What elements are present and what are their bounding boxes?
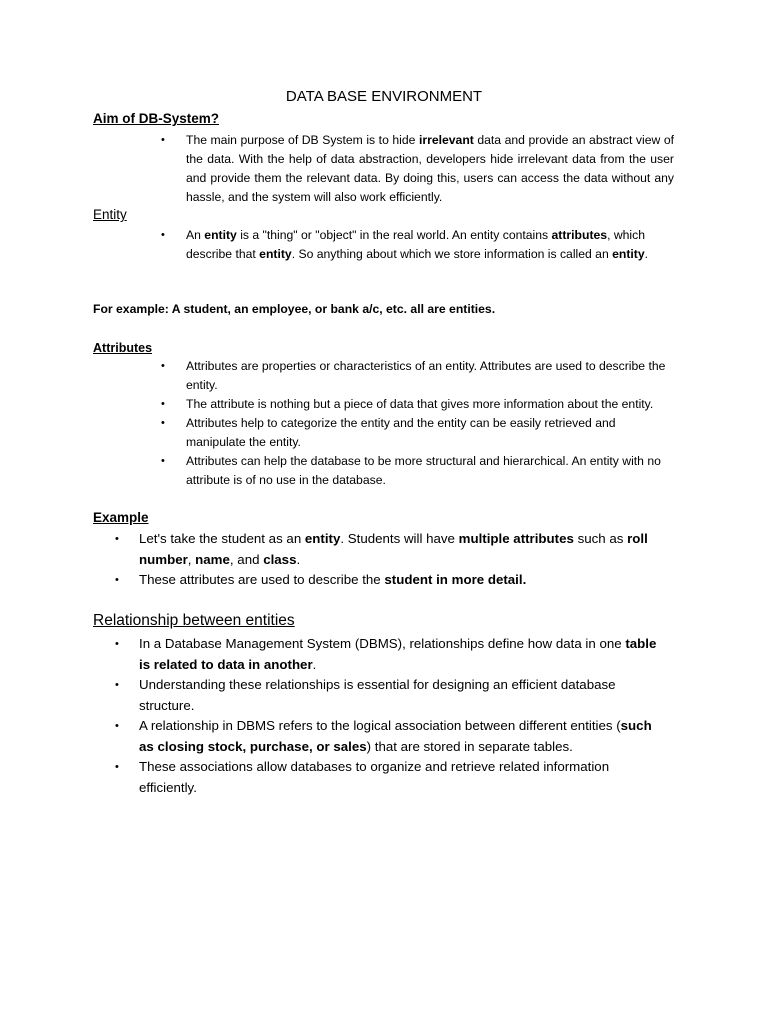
entity-list <box>161 226 662 264</box>
document-title: DATA BASE ENVIRONMENT <box>285 88 483 105</box>
text: Attributes help to categorize the entity and the entity can be easily retrieved and manipulate the entity. <box>186 416 616 449</box>
text: In a Database Management System (DBMS), relationships define how data in one <box>139 636 626 651</box>
text: , and <box>229 551 264 567</box>
text: ) that are stored in separate tables. <box>366 738 573 754</box>
bullet-icon: • <box>161 398 165 410</box>
bullet-icon: • <box>115 720 119 732</box>
attributes-list <box>161 357 670 490</box>
text: . <box>312 656 317 672</box>
list-item <box>115 634 664 675</box>
text: Attributes are properties or characteristics of an entity. Attributes are used to describe the entity. <box>186 359 666 392</box>
relationship-list <box>115 634 664 798</box>
bold-text: entity <box>612 247 645 261</box>
bullet-icon: • <box>115 533 119 545</box>
list-item <box>115 716 664 757</box>
text: . <box>644 247 649 261</box>
bold-text: attributes <box>551 228 608 242</box>
bullet-icon: • <box>161 417 165 429</box>
text: such as <box>573 531 628 546</box>
aim-list <box>161 131 675 207</box>
aim-heading: Aim of DB-System? <box>93 111 220 126</box>
text: The attribute is nothing but a piece of data that gives more information about the entity. <box>186 397 654 411</box>
bullet-icon: • <box>161 134 165 146</box>
bullet-icon: • <box>161 455 165 467</box>
text: The main purpose of DB System is to hide <box>186 133 419 147</box>
text: These attributes are used to describe the <box>139 572 385 587</box>
bullet-icon: • <box>161 360 165 372</box>
text: An <box>186 228 205 242</box>
entity-example: For example: A student, an employee, or bank a/c, etc. all are entities. <box>93 302 496 316</box>
relationship-heading: Relationship between entities <box>93 612 295 629</box>
bullet-icon: • <box>161 229 165 241</box>
bold-text: such as closing stock, purchase, or sales <box>139 718 652 754</box>
bold-text: entity <box>259 247 292 261</box>
text: , <box>187 551 196 567</box>
text: . <box>296 551 301 567</box>
list-item <box>161 395 670 414</box>
bold-text: irrelevant <box>418 133 474 147</box>
list-item <box>161 414 670 452</box>
text: Understanding these relationships is essential for designing an efficient database structure. <box>139 677 616 713</box>
bold-text: table is related to data in another <box>139 636 657 672</box>
list-item <box>115 529 679 570</box>
list-item <box>115 757 664 798</box>
bold-text: entity <box>304 531 341 546</box>
attributes-heading: Attributes <box>93 341 153 355</box>
bold-text: entity <box>204 228 237 242</box>
list-item <box>161 452 670 490</box>
bold-text: name <box>195 551 230 567</box>
text: Attributes can help the database to be more structural and hierarchical. An entity with no attribute is of no use in the database. <box>186 454 661 487</box>
text: is a "thing" or "object" in the real world. An entity contains <box>236 228 552 242</box>
bold-text: roll number <box>139 531 648 567</box>
text: A relationship in DBMS refers to the logical association between different entities ( <box>139 718 621 733</box>
bullet-icon: • <box>115 679 119 691</box>
text: data and provide an abstract view of the data. With the help of data abstraction, developers hide irrelevant data from the user and provide them the relevant data. By doing this, users can access the data without any hassle, and the system will also work efficiently. <box>186 133 675 204</box>
example-list <box>115 529 679 591</box>
list-item <box>115 675 664 716</box>
text: Let's take the student as an <box>139 531 305 546</box>
bold-text: class <box>263 551 297 567</box>
bullet-icon: • <box>115 761 119 773</box>
text: . So anything about which we store information is called an <box>291 247 613 261</box>
text: , which describe that <box>186 228 645 261</box>
bold-text: student in more detail. <box>384 572 527 587</box>
text: These associations allow databases to organize and retrieve related information efficiently. <box>139 759 610 795</box>
bold-text: multiple attributes <box>458 531 574 546</box>
list-item <box>115 570 679 591</box>
list-item <box>161 131 675 207</box>
example-heading: Example <box>93 510 149 525</box>
list-item <box>161 357 670 395</box>
text: . Students will have <box>340 531 459 546</box>
entity-heading: Entity <box>93 207 127 222</box>
list-item <box>161 226 662 264</box>
bullet-icon: • <box>115 638 119 650</box>
bullet-icon: • <box>115 574 119 586</box>
